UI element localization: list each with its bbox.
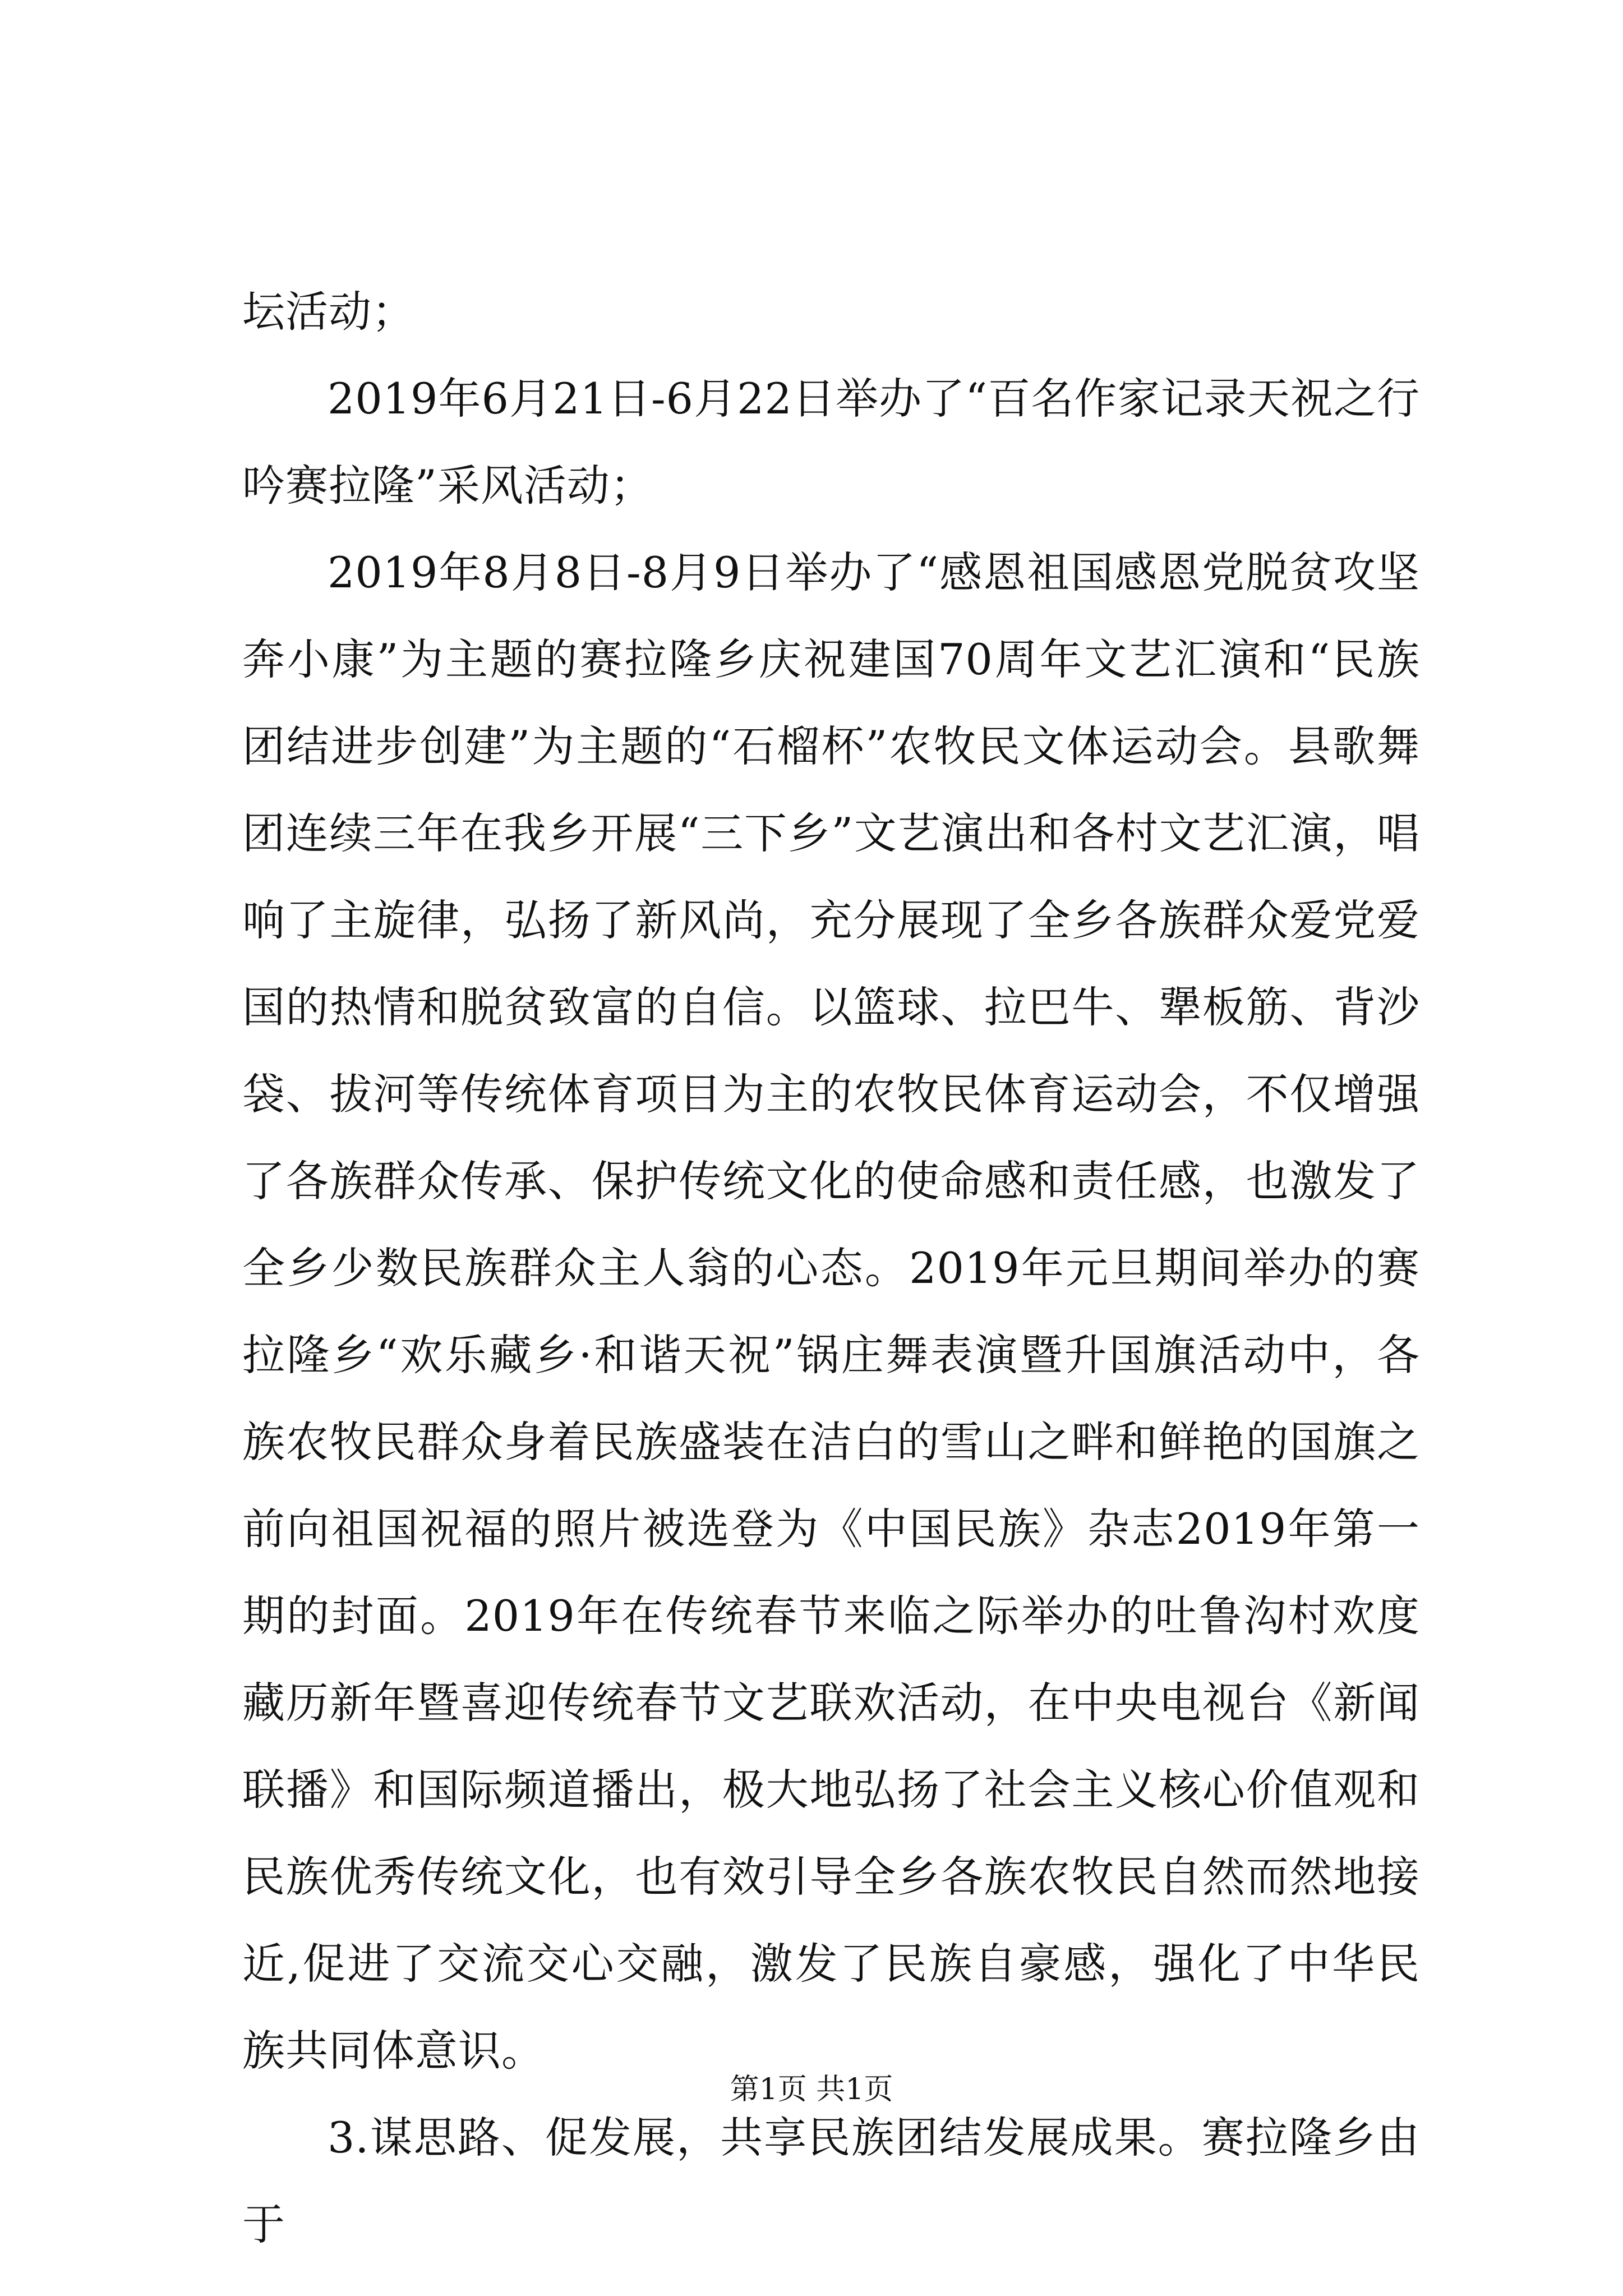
- paragraph-2: 2019年6月21日-6月22日举办了“百名作家记录天祝之行吟赛拉隆”采风活动；: [242, 374, 1420, 510]
- paragraph-3: 2019年8月8日-8月9日举办了“感恩祖国感恩党脱贫攻坚奔小康”为主题的赛拉隆乡庆祝建国70周年文艺汇演和“民族团结进步创建”为主题的“石榴杯”农牧民文体运动会。县歌舞团连续三年在我乡开展“三下乡”文艺演出和各村文艺汇演，唱响了主旋律，弘扬了新风尚，充分展现了全乡各族群众爱党爱国的热情和脱贫致富的自信。以篮球、拉巴牛、犟板筋、背沙袋、拔河等传统体育项目为主的农牧民体育运动会，不仅增强了各族群众传承、保护传统文化的使命感和责任感，也激发了全乡少数民族群众主人翁的心态。2019年元旦期间举办的赛拉隆乡“欢乐藏乡·和谐天祝”锅庄舞表演暨升国旗活动中，各族农牧民群众身着民族盛装在洁白的雪山之畔和鲜艳的国旗之前向祖国祝福的照片被选登为《中国民族》杂志2019年第一期的封面。2019年在传统春节来临之际举办的吐鲁沟村欢度藏历新年暨喜迎传统春节文艺联欢活动，在中央电视台《新闻联播》和国际频道播出，极大地弘扬了社会主义核心价值观和民族优秀传统文化，也有效引导全乡各族农牧民自然而然地接近,促进了交流交心交融，激发了民族自豪感，强化了中华民族共同体意识。: [242, 547, 1420, 2076]
- paragraph-4: 3.谋思路、促发展，共享民族团结发展成果。赛拉隆乡由于: [242, 2113, 1420, 2249]
- document-body: [242, 268, 1420, 2268]
- page-footer: 第1页 共1页: [730, 2073, 893, 2106]
- paragraph-1: 坛活动；: [242, 287, 415, 337]
